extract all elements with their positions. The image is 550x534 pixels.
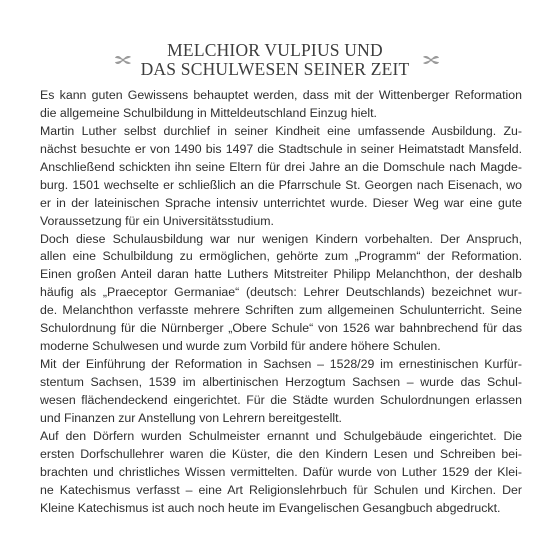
paragraph: [40, 428, 522, 518]
text-line: allen eine Schulbildung zu ermöglichen, gehörte zum „Programm“ der Reformation.: [40, 249, 522, 264]
text-line: nächst besuchte er von 1490 bis 1497 die Stadtschule in seiner Heimatstadt Mansfeld.: [40, 141, 522, 156]
text-line: Kleine Katechismus ist auch noch heute im Evangelischen Gesangbuch abgedruckt.: [40, 500, 501, 515]
text-line: stentum Sachsen, 1539 im albertinischen Herzogtum Sachsen – wurde das Schul-: [40, 375, 522, 389]
text-line: de. Melanchthon verfasste mehrere Schriften zum allgemeinen Schulunterricht. Seine: [40, 303, 522, 318]
text-line: Doch diese Schulausbildung war nur wenigen Kindern vorbehalten. Der Anspruch,: [40, 231, 522, 246]
heading: [0, 40, 550, 82]
text-line: brachten und christliches Wissen vermittelten. Dafür wurde von Luther 1529 der Klei-: [40, 464, 522, 479]
title-line-1: MELCHIOR VULPIUS UND: [167, 40, 383, 60]
text-line: ne Katechismus verfasst – eine Art Religionslehrbuch für Schulen und Kirchen. Der: [40, 482, 522, 497]
text-line: wesen flächendeckend eingerichtet. Für die Städte wurden Schulordnungen erlassen: [40, 392, 522, 407]
paragraph: [40, 123, 522, 231]
text-line: Auf den Dörfern wurden Schulmeister ernannt und Schulgebäude eingerichtet. Die: [40, 428, 522, 443]
paragraph: [40, 231, 522, 357]
leaf-ornament-icon: [422, 52, 440, 68]
text-line: Martin Luther selbst durchlief in seiner Kindheit eine umfassende Ausbildung. Zu-: [40, 123, 522, 138]
body-text: [40, 87, 522, 518]
text-line: burg. 1501 wechselte er schließlich an die Pfarrschule St. Georgen nach Eisenach, wo: [40, 177, 522, 192]
title-line-2: DAS SCHULWESEN SEINER ZEIT: [140, 59, 410, 79]
paragraph: [40, 87, 522, 123]
text-line: die allgemeine Schulbildung in Mitteldeutschland Einzug hielt.: [40, 105, 377, 120]
text-line: Einen großen Anteil daran hatte Luthers Mitstreiter Philipp Melanchthon, der deshalb: [40, 267, 522, 282]
text-line: er in der lateinischen Sprache intensiv unterrichtet wurde. Dieser Weg war eine gute: [40, 195, 522, 210]
text-line: und Finanzen zur Anstellung von Lehrern bereitgestellt.: [40, 410, 342, 425]
text-line: Mit der Einführung der Reformation in Sachsen – 1528/29 im ernestinischen Kurfür-: [40, 357, 522, 372]
text-line: Es kann guten Gewissens behauptet werden, dass mit der Wittenberger Reformation: [40, 88, 522, 102]
text-line: häufig als „Praeceptor Germaniae“ (deutsch: Lehrer Deutschlands) bezeichnet wur-: [40, 285, 522, 300]
text-line: Voraussetzung für ein Universitätsstudium.: [40, 213, 274, 228]
text-line: Schulordnung für die Nürnberger „Obere Schule“ von 1526 war bahnbrechend für das: [40, 321, 522, 336]
text-line: ersten Dorfschullehrer waren die Küster, die den Kindern Lesen und Schreiben bei-: [40, 446, 522, 461]
paragraph: [40, 356, 522, 428]
text-line: moderne Schulwesen und wurde zum Vorbild für andere höhere Schulen.: [40, 339, 441, 354]
text-line: Anschließend schickten ihn seine Eltern für drei Jahre an die Domschule nach Magde-: [40, 159, 522, 174]
